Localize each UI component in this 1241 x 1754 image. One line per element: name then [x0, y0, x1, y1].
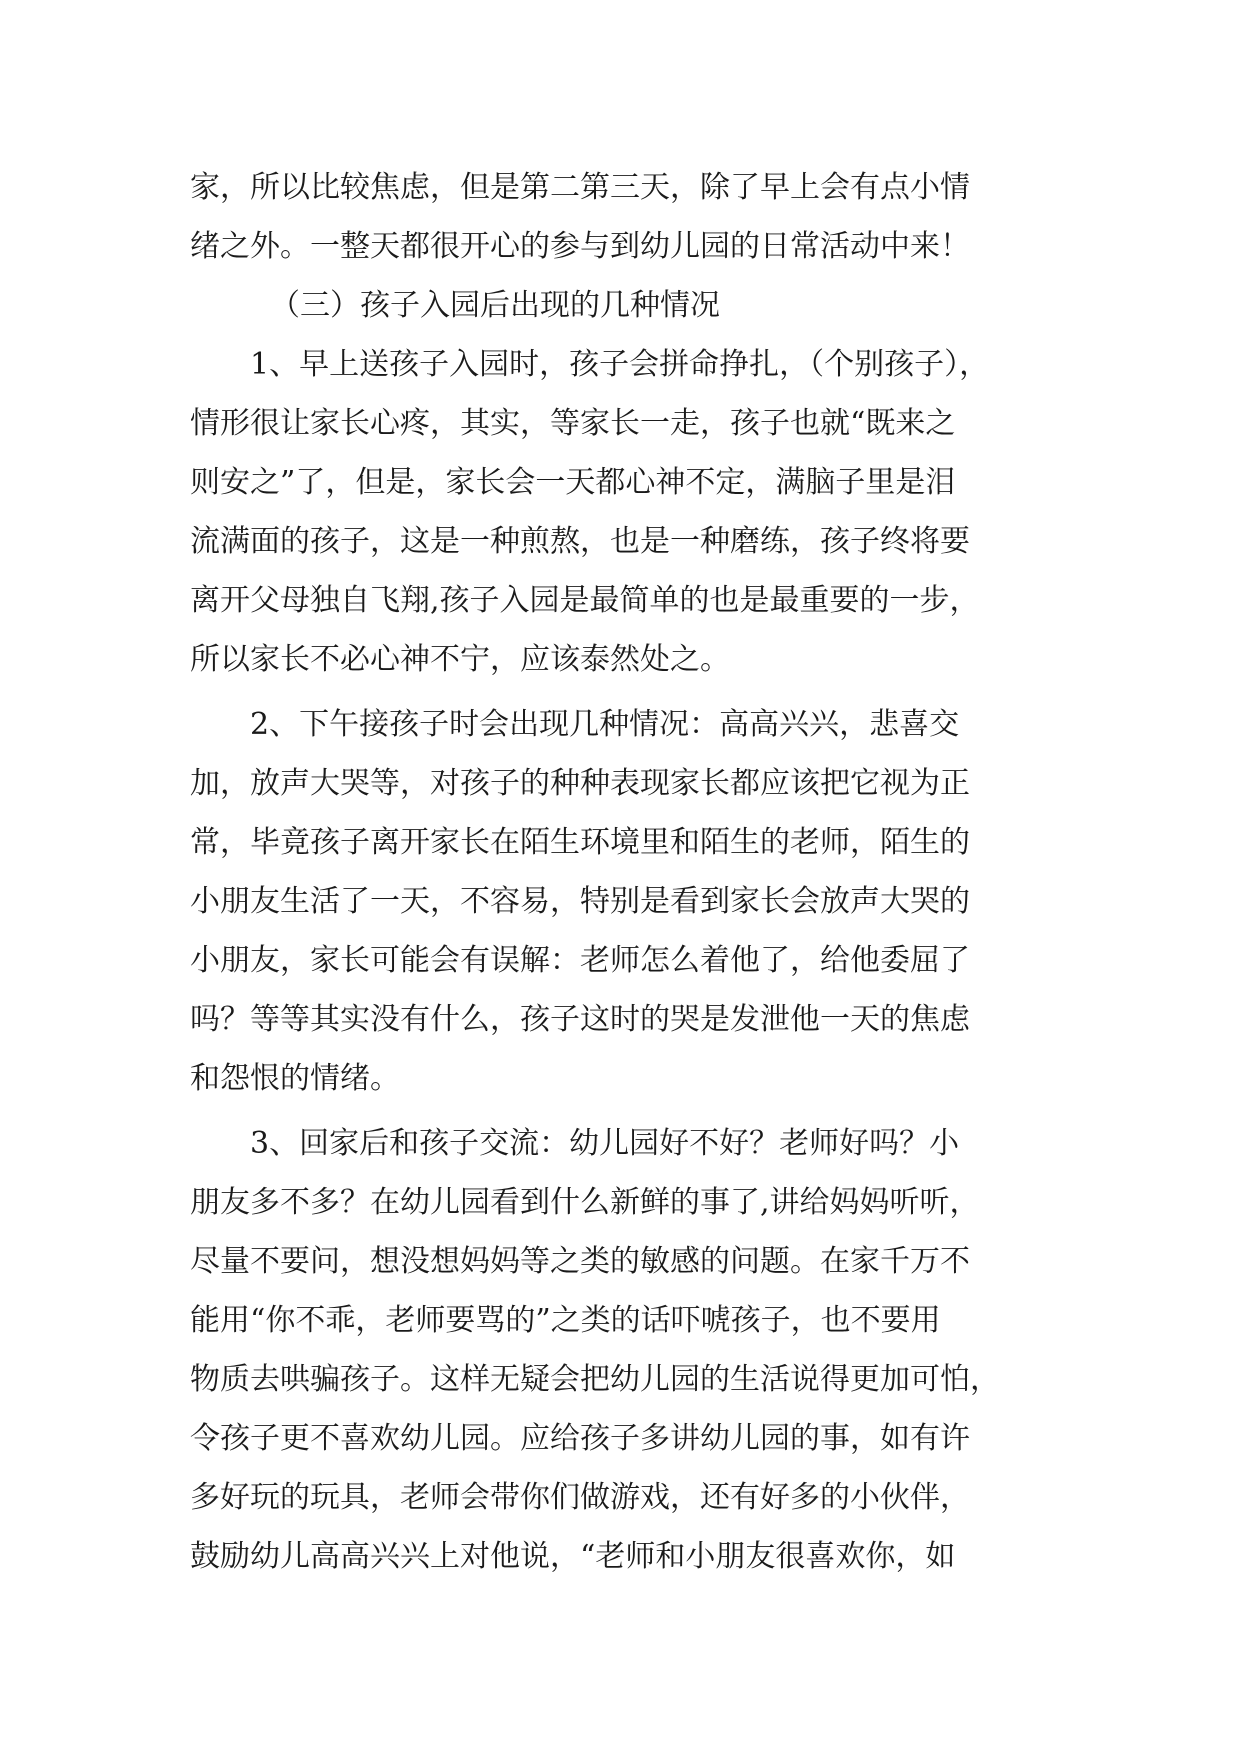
text-line: 小朋友生活了一天，不容易，特别是看到家长会放声大哭的 — [190, 884, 970, 919]
text-line: 1、早上送孩子入园时，孩子会拼命挣扎，（个别孩子）， — [250, 347, 990, 382]
text-line: 小朋友，家长可能会有误解：老师怎么着他了，给他委屈了 — [190, 943, 970, 978]
text-line: 流满面的孩子，这是一种煎熬，也是一种磨练，孩子终将要 — [190, 524, 970, 559]
paragraph-2 — [190, 695, 1070, 1108]
text-line: 鼓励幼儿高高兴兴上对他说，“老师和小朋友很喜欢你，如 — [190, 1539, 956, 1574]
text-line: 3、回家后和孩子交流：幼儿园好不好？老师好吗？小 — [250, 1126, 960, 1161]
continuation-paragraph — [190, 158, 1070, 276]
text-line: 所以家长不必心神不宁，应该泰然处之。 — [190, 642, 730, 677]
text-line: 和怨恨的情绪。 — [190, 1061, 400, 1096]
paragraph-3 — [190, 1114, 1070, 1586]
text-line: 2、下午接孩子时会出现几种情况：高高兴兴，悲喜交 — [250, 707, 960, 742]
text-line: 尽量不要问，想没想妈妈等之类的敏感的问题。在家千万不 — [190, 1244, 970, 1279]
text-line: 能用“你不乖，老师要骂的”之类的话吓唬孩子，也不要用 — [190, 1303, 941, 1338]
text-line: 绪之外。一整天都很开心的参与到幼儿园的日常活动中来！ — [190, 229, 970, 264]
section-heading: （三）孩子入园后出现的几种情况 — [270, 288, 720, 323]
body-text — [190, 158, 1070, 1586]
text-line: 令孩子更不喜欢幼儿园。应给孩子多讲幼儿园的事，如有许 — [190, 1421, 970, 1456]
paragraph-1 — [190, 335, 1070, 689]
text-line: 家，所以比较焦虑，但是第二第三天，除了早上会有点小情 — [190, 170, 970, 205]
text-line: 加，放声大哭等，对孩子的种种表现家长都应该把它视为正 — [190, 766, 970, 801]
text-line: 则安之”了，但是，家长会一天都心神不定，满脑子里是泪 — [190, 465, 956, 500]
text-line: 情形很让家长心疼，其实，等家长一走，孩子也就“既来之 — [190, 406, 956, 441]
text-line: 吗？等等其实没有什么，孩子这时的哭是发泄他一天的焦虑 — [190, 1002, 970, 1037]
text-line: 离开父母独自飞翔,孩子入园是最简单的也是最重要的一步， — [190, 583, 980, 618]
text-line: 物质去哄骗孩子。这样无疑会把幼儿园的生活说得更加可怕， — [190, 1362, 1000, 1397]
text-line: 朋友多不多？在幼儿园看到什么新鲜的事了,讲给妈妈听听， — [190, 1185, 980, 1220]
text-line: 多好玩的玩具，老师会带你们做游戏，还有好多的小伙伴， — [190, 1480, 970, 1515]
text-line: 常，毕竟孩子离开家长在陌生环境里和陌生的老师，陌生的 — [190, 825, 970, 860]
